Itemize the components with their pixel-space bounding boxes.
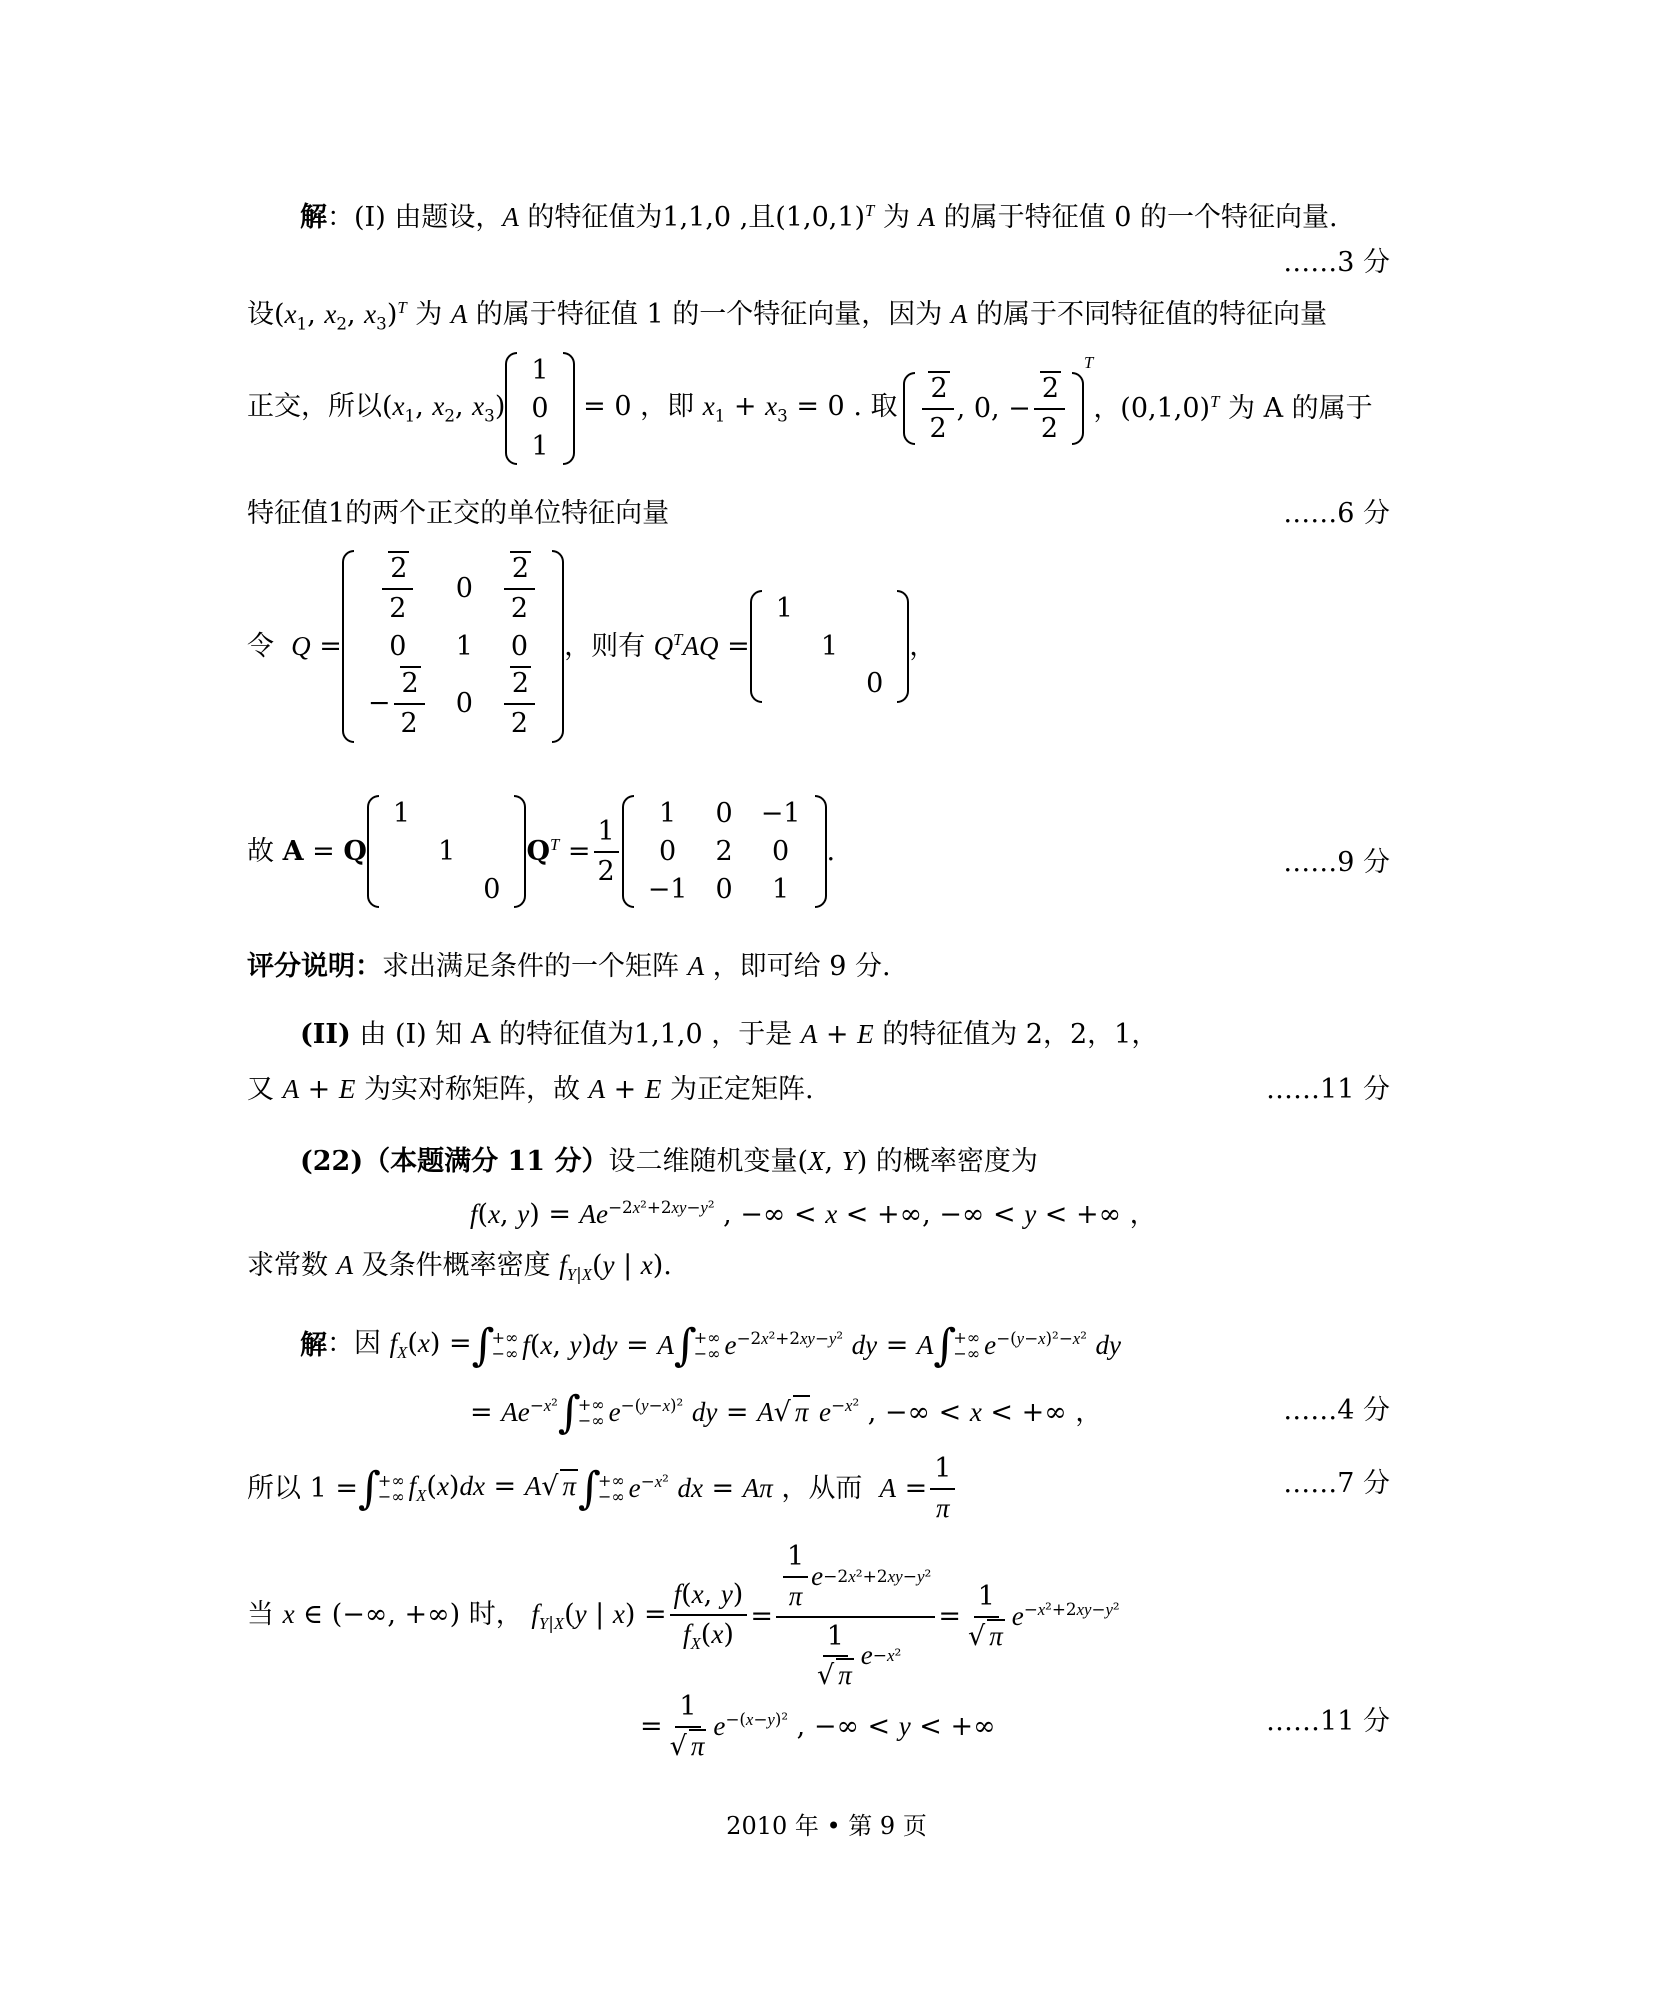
unit-vector: $\frac{2}{2}$ , 0, − $\frac{2}{2}$ xyxy=(903,372,1084,446)
solution-22-line-4: 当 x ∈ (−∞, +∞) 时， $f_{Y|X}(y$ | x) = $\frac{f(x, y)}{f_X(x)}$ = $\frac{1}{\pi}$ e −2x²+2xy−y² $\frac{1}{√ \pi}$ e −x² = $\frac{1}{√ \pi}$ $e^{-x^2+2xy-y^2}$ xyxy=(247,1541,1120,1692)
solution-2-line-1: (II) 由 (I) 知 A 的特征值为1,1,0 ，于是 A + E 的特征值为 2，2，1， xyxy=(300,1019,1159,1050)
solution-1-line-2: 设($x_1$, $x_2$, $x_3)^T$ 为 A 的属于特征值 1 的一个特征向量，因为 A 的属于不同特征值的特征向量 xyxy=(247,298,1327,334)
score-7: ……7 分 xyxy=(1283,1468,1390,1499)
matrix-q: $\frac{2}{2}$ 0 $\frac{2}{2}$ 0 1 0 − $\frac{2}{2}$ 0 $\frac{2}{2}$ xyxy=(342,550,564,743)
question-22-ask: 求常数 A 及条件概率密度 $f_{Y|X}(y$ | x). xyxy=(247,1250,672,1285)
matrix-diag: 1 1 0 xyxy=(750,590,910,703)
solution-1-line-4: 特征值1的两个正交的单位特征向量 xyxy=(247,498,670,529)
page-footer: 2010 年 • 第 9 页 xyxy=(726,1812,927,1840)
solution-label-2: 解 xyxy=(300,1329,327,1361)
score-6: ……6 分 xyxy=(1283,498,1390,529)
solution-2-line-2: 又 A + E 为实对称矩阵，故 A + E 为正定矩阵. xyxy=(247,1074,814,1105)
grading-note: 评分说明：求出满足条件的一个矩阵 A ，即可给 9 分. xyxy=(247,951,891,982)
question-22-formula: f(x, $y) = Ae^{-2x^2+2xy-y^2}$ , −∞ < x < +∞, −∞ < y < +∞ ， xyxy=(470,1197,1157,1230)
solution-1-line-3: 正交，所以($x_1$, $x_2$, $x_3$) 1 0 1 = 0 ，即 $x_1 + x_3 = 0$ . 取 $\frac{2}{2}$ , 0, − $\frac{2}{2}$ $^T$ ，$(0,1,0)^T$ 为 A 的属于 xyxy=(247,352,1373,465)
matrix-a: 1 0 −1 0 2 0 −1 0 1 xyxy=(622,795,827,908)
solution-1-line-5: 令 Q = $\frac{2}{2}$ 0 $\frac{2}{2}$ 0 1 0 − $\frac{2}{2}$ 0 $\frac{2}{2}$ ，则有 $Q^TAQ$ = 1 1 0 ， xyxy=(247,550,936,743)
solution-label: 解 xyxy=(300,202,327,233)
solution-1-line-1: 解：(I) 由题设，A 的特征值为1,1,0 ,且$(1,0,1)^T$ 为 A 的属于特征值 0 的一个特征向量. xyxy=(300,201,1338,233)
solution-22-line-3: 所以 1 = ∫ +∞ −∞ $f_X(x)dx = A√$ π ∫ +∞ −∞ $e^{-x^2}$ dx = Aπ ，从而 A = $\frac{1}{\pi}$ xyxy=(247,1452,958,1526)
solution-22-line-2: = $Ae^{-x^2}$ ∫ +∞ −∞ $e^{-(y-x)^2}$ dy = A√ π $e^{-x^2}$ , −∞ < x < +∞ ， xyxy=(470,1387,1103,1438)
score-9: ……9 分 xyxy=(1283,847,1390,878)
solution-22-line-5: = $\frac{1}{√ \pi}$ $e^{-(x-y)^2}$ , −∞ < y < +∞ xyxy=(640,1691,996,1762)
score-11a: ……11 分 xyxy=(1266,1074,1390,1105)
score-4: ……4 分 xyxy=(1283,1395,1390,1426)
question-22-title: (22)（本题满分 11 分）设二维随机变量(X, Y) 的概率密度为 xyxy=(300,1146,1038,1177)
score-11b: ……11 分 xyxy=(1266,1706,1390,1737)
matrix-diag-2: 1 1 0 xyxy=(367,795,527,908)
score-3: ……3 分 xyxy=(1283,247,1390,278)
solution-22-line-1: 解 ：因 $f_X(x)$ = ∫ +∞ −∞ f(x, y)dy = A ∫ +∞ −∞ $e^{-2x^2+2xy-y^2}$ dy = A ∫ +∞ −∞ $e^{-(y-x)^2-x^2}$ dy xyxy=(300,1320,1122,1371)
solution-1-line-6: 故 A = Q 1 1 0 $Q^T$ = $\frac{1}{2}$ 1 0 −1 0 2 0 −1 0 1 . xyxy=(247,795,835,908)
column-vector-101: 1 0 1 xyxy=(505,352,574,465)
grading-note-label: 评分说明： xyxy=(247,951,382,982)
